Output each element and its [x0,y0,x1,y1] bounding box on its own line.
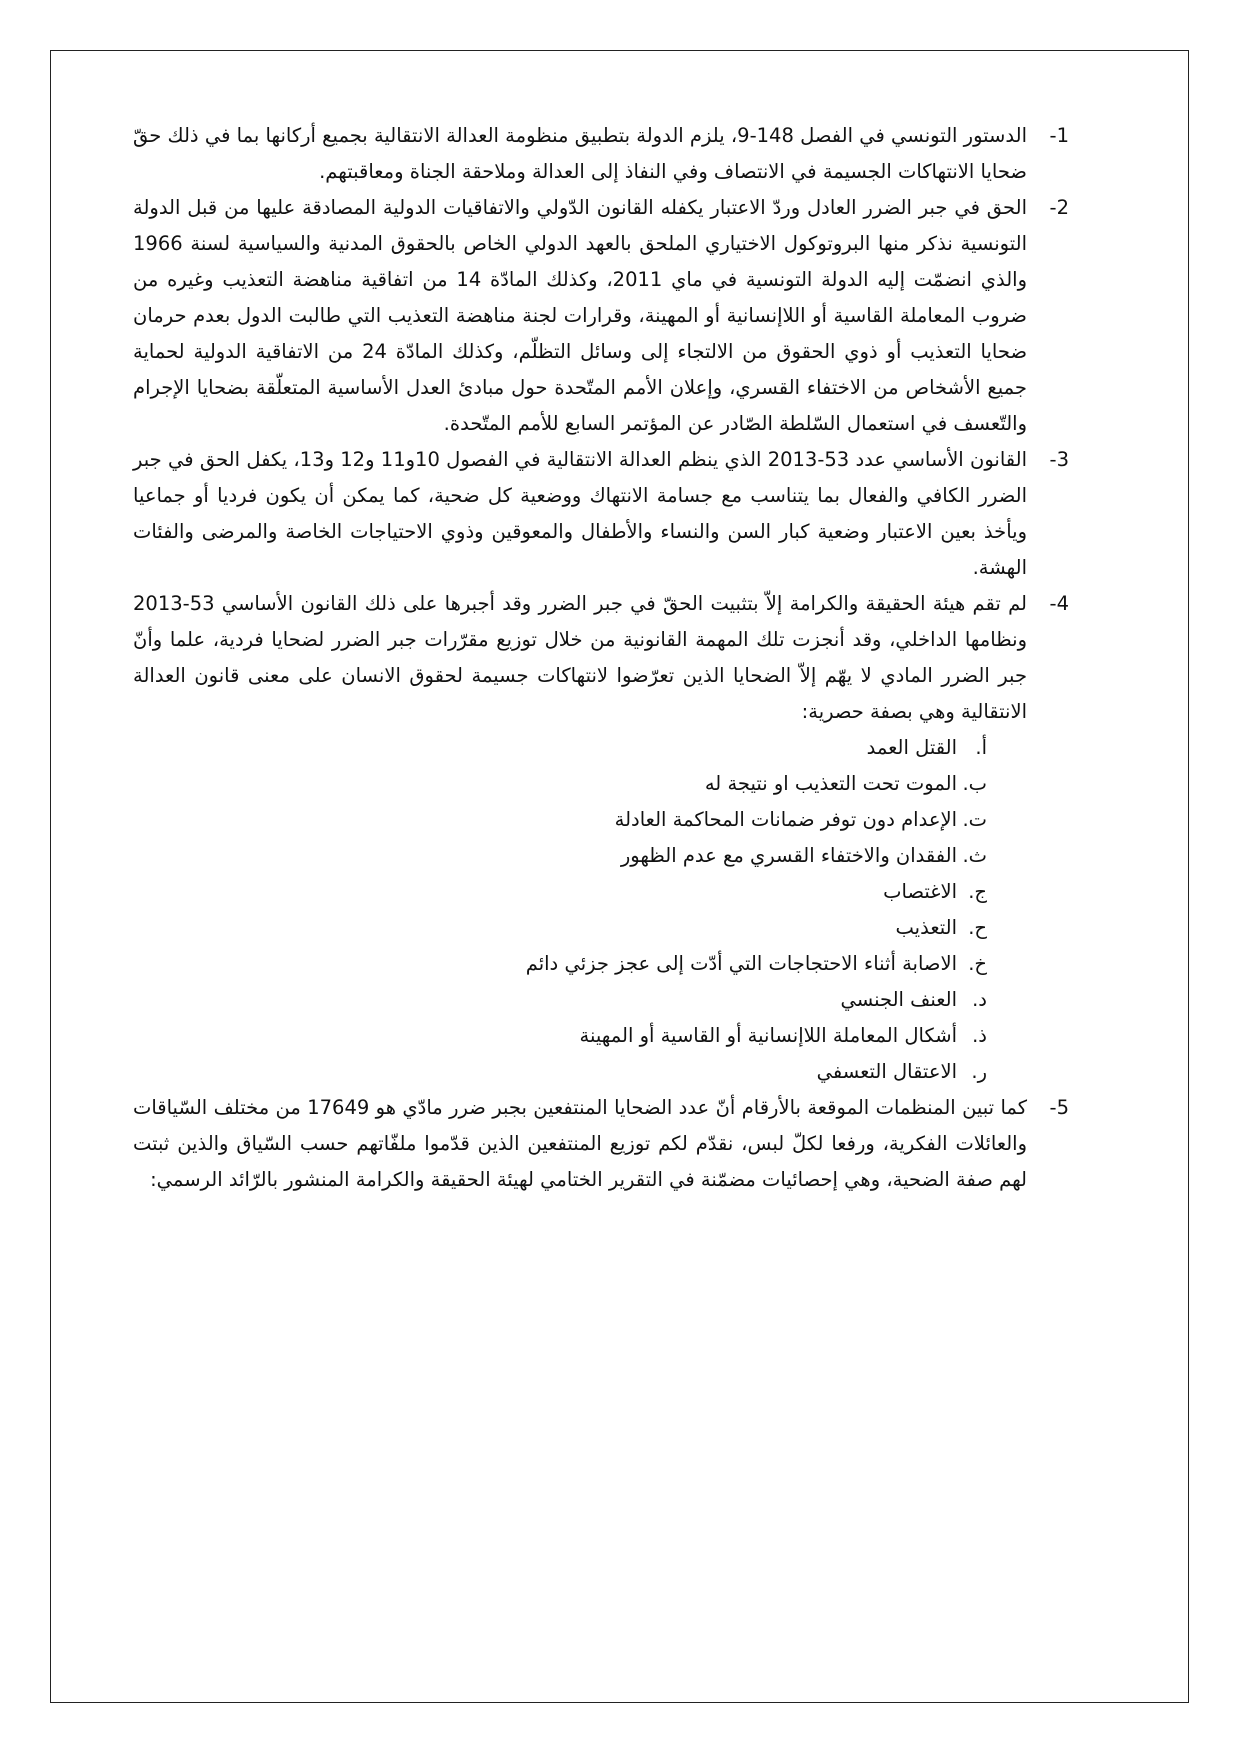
item-text: الدستور التونسي في الفصل 148-9، يلزم الدولة بتطبيق منظومة العدالة الانتقالية بجميع أركانها بما في ذلك حقّ ضحايا الانتهاكات الجسيمة في الانتصاف وفي النفاذ إلى العدالة وملاحقة الجناة ومعاقبتهم. [133,124,1027,183]
sublist-item [133,802,987,838]
item-number: -2 [1049,196,1069,219]
list-item-5 [133,1090,1069,1198]
sublist-item [133,910,987,946]
sublist-letter: د. [972,988,987,1011]
sublist-text: القتل العمد [866,736,957,759]
sublist-letter: ب. [962,772,987,795]
sublist-item [133,1054,987,1090]
item-number: -5 [1049,1096,1069,1119]
item-number: -4 [1049,592,1069,615]
sublist-letter: ذ. [972,1024,987,1047]
sublist-letter: ث. [962,844,987,867]
sublist-item [133,766,987,802]
sublist-text: أشكال المعاملة اللاإنسانية أو القاسية أو المهينة [579,1024,957,1047]
sublist-text: الفقدان والاختفاء القسري مع عدم الظهور [620,844,957,867]
sublist-letter: خ. [968,952,987,975]
sublist-item [133,730,987,766]
sublist-item [133,946,987,982]
sublist-letter: أ. [975,736,987,759]
sublist-text: الاعتقال التعسفي [816,1060,957,1083]
sublist-item [133,838,987,874]
violations-sublist [133,730,1063,1090]
sublist-text: الاغتصاب [883,880,957,903]
sublist-letter: ح. [968,916,987,939]
item-number: -3 [1049,448,1069,471]
list-item-2 [133,190,1069,442]
item-text: كما تبين المنظمات الموقعة بالأرقام أنّ عدد الضحايا المنتفعين بجبر ضرر مادّي هو 17649 من مختلف السّياقات والعائلات الفكرية، ورفعا لكلّ لبس، نقدّم لكم توزيع المنتفعين الذين قدّموا ملفّاتهم حسب السّياق والذين ثبتت لهم صفة الضحية، وهي إحصائيات مضمّنة في التقرير الختامي لهيئة الحقيقة والكرامة المنشور بالرّائد الرسمي: [133,1096,1027,1191]
sublist-item [133,874,987,910]
list-item-1 [133,118,1069,190]
item-number: -1 [1049,124,1069,147]
list-item-4 [133,586,1069,730]
sublist-text: الإعدام دون توفر ضمانات المحاكمة العادلة [614,808,957,831]
sublist-letter: ت. [962,808,987,831]
sublist-text: العنف الجنسي [840,988,957,1011]
item-text: الحق في جبر الضرر العادل وردّ الاعتبار يكفله القانون الدّولي والاتفاقيات الدولية المصادقة عليها من قبل الدولة التونسية نذكر منها البروتوكول الاختياري الملحق بالعهد الدولي الخاص بالحقوق المدنية والسياسية لسنة 1966 والذي انضمّت إليه الدولة التونسية في ماي 2011، وكذلك المادّة 14 من اتفاقية مناهضة التعذيب وغيره من ضروب المعاملة القاسية أو اللاإنسانية أو المهينة، وقرارات لجنة مناهضة التعذيب التي طالبت الدول بعدم حرمان ضحايا التعذيب أو ذوي الحقوق من الالتجاء إلى وسائل التظلّم، وكذلك المادّة 24 من الاتفاقية الدولية لحماية جميع الأشخاص من الاختفاء القسري، وإعلان الأمم المتّحدة حول مبادئ العدل الأساسية المتعلّقة بضحايا الإجرام والتّعسف في استعمال السّلطة الصّادر عن المؤتمر السابع للأمم المتّحدة. [133,196,1027,435]
sublist-text: الموت تحت التعذيب او نتيجة له [704,772,957,795]
list-item-3 [133,442,1069,586]
sublist-letter: ج. [968,880,987,903]
item-text: القانون الأساسي عدد 53-2013 الذي ينظم العدالة الانتقالية في الفصول 10و11 و12 و13، يكفل الحق في جبر الضرر الكافي والفعال بما يتناسب مع جسامة الانتهاك ووضعية كل ضحية، كما يمكن أن يكون فرديا أو جماعيا ويأخذ بعين الاعتبار وضعية كبار السن والنساء والأطفال والمعوقين وذوي الاحتياجات الخاصة والمرضى والفئات الهشة. [133,448,1027,579]
sublist-letter: ر. [971,1060,987,1083]
sublist-text: التعذيب [895,916,957,939]
sublist-item [133,982,987,1018]
item-text: لم تقم هيئة الحقيقة والكرامة إلاّ بتثبيت الحقّ في جبر الضرر وقد أجبرها على ذلك القانون الأساسي 53-2013 ونظامها الداخلي، وقد أنجزت تلك المهمة القانونية من خلال توزيع مقرّرات جبر الضرر لضحايا فردية، علما وأنّ جبر الضرر المادي لا يهّم إلاّ الضحايا الذين تعرّضوا لانتهاكات جسيمة لحقوق الانسان على معنى قانون العدالة الانتقالية وهي بصفة حصرية: [133,592,1027,723]
sublist-text: الاصابة أثناء الاحتجاجات التي أدّت إلى عجز جزئي دائم [525,952,957,975]
document-body [133,118,1069,1198]
sublist-item [133,1018,987,1054]
